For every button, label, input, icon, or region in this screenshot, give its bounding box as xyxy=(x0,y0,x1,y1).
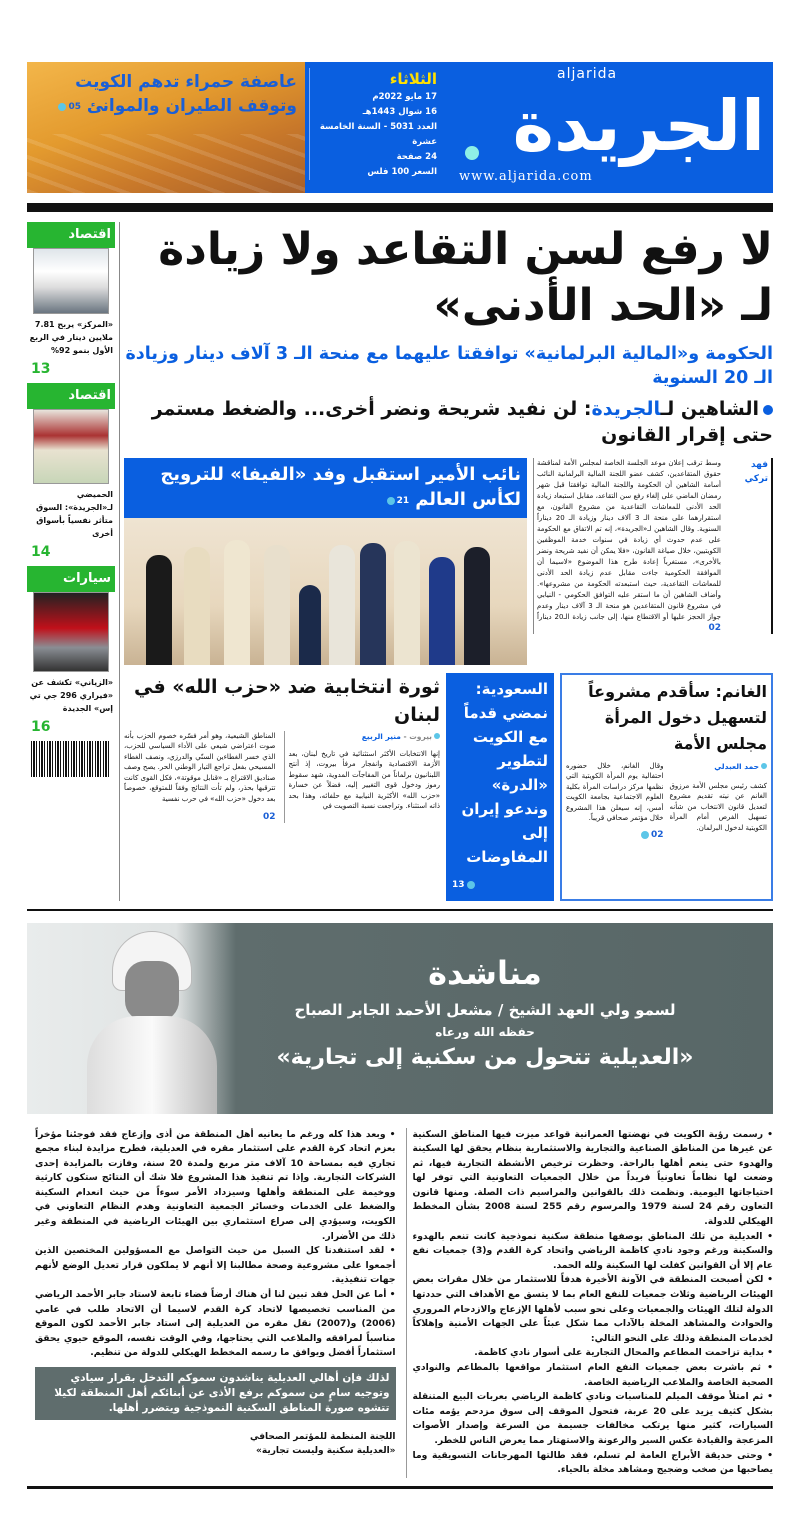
logo-english: aljarida xyxy=(557,66,618,82)
sidebar-text: الحميضي لـ«الجريدة»: السوق متأثر نفسياً بأسواق أخرى xyxy=(36,490,113,538)
subheadline: الحكومة و«المالية البرلمانية» توافقتا عليهما مع منحة الـ 3 آلاف دينار وزيادة الـ 20 السنوية xyxy=(125,344,773,388)
story-title: ثورة انتخابية ضد «حزب الله» في لبنان xyxy=(134,675,440,726)
column-divider xyxy=(119,222,120,901)
teaser-line-1: عاصفة حمراء تدهم الكويت xyxy=(75,72,297,92)
paragraph: • بداية تزاحمت المطاعم والمحال التجارية على أسوار نادي كاظمة. xyxy=(474,1347,773,1359)
paragraph: • وبعد هذا كله ورغم ما يعانيه أهل المنطقة من أذى وإزعاج فقد فوجئنا مؤخراً بعزم اتحاد كرة القدم على استثمار مقره في العديلية، فطرح مزايدة لبناء مجمع تجاري فيه بمساحة 10 آلاف متر مربع ولمدة 20 سنة، وفازت بالمزايدة إحدى الشركات التجارية. وإذا تم تنفيذ هذا المشروع فلا شك أن النتائج ستكون كارثية ووخيمة على المنطقة وأهلها وسيزداد الأمر سوءاً من حيث انعدام السكينة والضغط على الخدمات وخسائر الجمعية التعاونية وهدم النظام التعاوني في الكويت، وسيؤدي إلى صراع استثماري بين الهيئات الرياضية في المنطقة وغير ذلك من الأضرار. xyxy=(35,1128,396,1242)
column-divider xyxy=(406,1128,407,1478)
appeal-column-right xyxy=(413,1128,774,1478)
story-row xyxy=(124,458,773,665)
main-column xyxy=(124,222,773,901)
dot-icon xyxy=(761,763,767,769)
story-title: الغانم: سأقدم مشروعاً لتسهيل دخول المرأة مجلس الأمة xyxy=(588,681,767,753)
plus-circle-icon xyxy=(58,103,66,111)
delegation-photo xyxy=(124,518,527,665)
page-ref: 13 xyxy=(452,873,548,897)
date-hijri: 16 شوال 1443هـ xyxy=(362,107,437,117)
price: السعر 100 فلس xyxy=(367,167,437,177)
crown-prince-portrait xyxy=(87,931,217,1114)
appeal-advertisement xyxy=(27,923,773,1114)
paragraph: • وحتى حديقة الأبراج العامة لم تسلم، فقد طالتها المهرجانات التسويقية وما يصاحبها من صخب وضجيج ومشاهد مخلة بالحياء. xyxy=(412,1449,773,1476)
divider xyxy=(27,1486,773,1489)
divider xyxy=(27,909,773,911)
date-gregorian: 17 مايو 2022م xyxy=(372,92,437,102)
byline: بيروت - منير الربيع xyxy=(289,731,441,743)
paragraph: • لكن أصبحت المنطقة في الآونة الأخيرة هدفاً للاستثمار من خلال مقرات بعض الهيئات الرياضية وثلاث جمعيات للنفع العام بما لا يتسق مع الأهداف التي حددتها الدولة لتلك الهيئات والجمعيات وعلى نحو سبب لأهلها الإزعاج والازدحام المروري والحوادث والمشاهد المخلة بالآداب مما شكل عبئاً على الجهات الأمنية وإهلاكاً لخدمات المنطقة وذلك على النحو التالي: xyxy=(412,1274,773,1344)
story-text: المناطق الشيعية، وهو أمر فسّره خصوم الحزب بأنه صوت اعتراضي شيعي على الأداء السياسي للحزب، الذي خسر الغطاءين السنّي والدرزي، ونصف الغطاء المسيحي بفعل تراجع التيار الوطني الحر. يصح وصف صناديق الاقتراع بـ «قنابل موقوتة»، فكل القوى كانت تترقبها بحذر، ولم تأت النتائج وفقاً للمتوقع، خصوصاً بعد دخول «حزب الله» في حرب نفسية xyxy=(124,731,276,803)
divider xyxy=(27,203,773,212)
section-header: سيارات xyxy=(27,566,115,592)
paragraph: • العديلية من تلك المناطق بوصفها منطقة سكنية نموذجية كانت تنعم بالهدوء والسكينة ورغم وجود نادي كاظمة الرياضي واتحاد كرة القدم و(3) جمعيات نفع عام إلا أن القوانين كفلت لها السكينة ولله الحمد. xyxy=(412,1230,773,1271)
brand-name: الجريدة xyxy=(591,398,661,420)
page-ref[interactable]: 02 xyxy=(708,623,721,633)
sidebar xyxy=(27,222,115,777)
paragraph: • أما عن الحل فقد تبين لنا أن هناك أرضاً فضاء تابعة لاستاد جابر الأحمد الرياضي من المناسب تخصيصها لاتحاد كرة القدم لاسيما أن الاتحاد طلب في عامي (2006) و(2007) نقل مقره من العديلية إلى استاد جابر الأحمد لكون الموقع مناسباً لمرافقه والملاعب التي يحتاجها، وفي الوقت نفسه، الموقع حيوي يحقق استثماراً أفضل ويوافق ما رسمه المخطط الهيكلي للدولة من تنظيم. xyxy=(35,1289,396,1359)
paragraph: • لقد استنفدنا كل السبل من حيث التواصل مع المسؤولين المختصين الذين أجمعوا على مشروعية وصحة مطالبنا إلا أنهم لا يملكون قرار تعديل الوضع لأنهم جهات تنفيذية. xyxy=(35,1245,396,1286)
paragraph: • ثم امتلأ موقف الميلم للمناسبات ونادي كاظمة الرياضي بعربات البيع المتنقلة بشكل كثيف يزيد على 20 عربة، فتحول الموقف إلى سوق مزدحم يؤمه مئات السيارات، كثير منها يرتكب مخالفات جسيمة من السرعة وإصدار الأصوات المزعجة والقيادة عكس السير والرعونة والاستهتار مما يعرض الناس للخطر. xyxy=(412,1391,773,1446)
barcode xyxy=(31,741,111,777)
quote-line: الشاهين لـالجريدة: لن نفيد شريحة ونضر أخرى... والضغط مستمر حتى إقرار القانون xyxy=(151,398,773,446)
ghanim-story[interactable] xyxy=(560,673,773,901)
lead-story xyxy=(533,458,773,634)
section-header: اقتصاد xyxy=(27,383,115,409)
sidebar-item[interactable] xyxy=(27,566,115,777)
issue-info xyxy=(309,68,437,180)
story-row xyxy=(124,673,773,901)
portrait-photo xyxy=(33,248,109,314)
section-header: اقتصاد xyxy=(27,222,115,248)
sidebar-item[interactable] xyxy=(27,222,115,377)
masthead-row xyxy=(27,62,773,193)
saudi-story[interactable] xyxy=(446,673,554,901)
appeal-blessing: حفظه الله ورعاه xyxy=(435,1024,535,1039)
appeal-addressee: لسمو ولي العهد الشيخ / مشعل الأحمد الجابر الصباح xyxy=(294,1000,676,1019)
page-count: 24 صفحة xyxy=(396,152,437,162)
teaser-dust-storm[interactable] xyxy=(27,62,305,193)
paragraph: • رسمت رؤية الكويت في نهضتها العمرانية قواعد ميزت فيها المناطق السكنية عن غيرها من المناطق الصناعية والتجارية والاستثمارية بنظام يحقق لها السكينة والهدوء حتى ينعم أهلها بالراحة. وحظرت ترخيص الأنشطة التجارية فيها، ثم وضعت لها نظاماً تعاونياً فريداً من خلال الجمعيات التعاونية التي توفر لها احتياجاتها اليومية. ونظمت ذلك بالقوانين والمراسيم ذات الصلة. ومنها قانون التعاون رقم 24 لسنة 1979 والمرسوم رقم 255 لسنة 2008 بشأن المخطط الهيكلي للدولة. xyxy=(412,1128,773,1228)
main-headline[interactable]: لا رفع لسن التقاعد ولا زيادة لـ «الحد الأدنى» xyxy=(158,224,773,331)
website-url[interactable]: www.aljarida.com xyxy=(459,169,593,184)
logo-dot-icon xyxy=(465,146,479,160)
appeal-title: مناشدة xyxy=(428,953,542,992)
page-number: 14 xyxy=(31,544,51,560)
story-text: كشف رئيس مجلس الأمة مرزوق الغانم عن نيته تقديم مشروع لتعديل قانون الانتخاب من شأنه تسهيل الفرص أمام المرأة الكويتية لدخول البرلمان. xyxy=(669,781,767,832)
sidebar-text: «الزياني» تكشف عن «فيراري 296 جي تي إس» الجديدة xyxy=(29,678,113,713)
byline: حمد العبدلي xyxy=(670,761,768,773)
paragraph: • ثم باشرت بعض جمعيات النفع العام استثمار مواقعها بالمطاعم والنوادي الصحية الخاصة والملاعب الرياضية الخاصة. xyxy=(412,1362,773,1388)
story-text: وقال الغانم، خلال حضوره احتفالية يوم المرأة الكويتية التي نظمها مركز دراسات المرأة بكلية العلوم الاجتماعية بجامعة الكويت أمس، إنه سيعلن هذا المشروع خلال مؤتمر صحافي قريباً. xyxy=(566,761,664,822)
page-ref: 02 xyxy=(641,830,664,840)
signature: اللجنة المنظمة للمؤتمر الصحافي «العديلية سكنية وليست تجارية» xyxy=(249,1432,396,1456)
byline: فهد تركي xyxy=(725,458,773,634)
front-page-main xyxy=(27,222,773,901)
story-title: السعودية: نمضي قدماً مع الكويت لتطوير «الدرة» وندعو إيران إلى المفاوضات xyxy=(461,679,548,866)
page-ref: 21 xyxy=(387,489,410,514)
meeting-photo xyxy=(33,409,109,484)
photo-story-title: نائب الأمير استقبل وفد «الفيفا» للترويج لكأس العالم xyxy=(160,464,521,510)
car-photo xyxy=(33,592,109,672)
masthead xyxy=(305,62,773,193)
sidebar-item[interactable] xyxy=(27,383,115,560)
sidebar-text: «المركز» يربح 7.81 ملايين دينار في الربع الأول بنمو 92% xyxy=(29,320,113,355)
page-ref: 02 xyxy=(262,812,276,822)
appeal-body xyxy=(27,1128,773,1478)
lead-article: وسط ترقب إعلان موعد الجلسة الخاصة لمجلس الأمة لمناقشة حقوق المتقاعدين، كشف عضو اللجنة المالية البرلمانية النائب أسامة الشاهين أن الحكومة واللجنة المالية توافقتا قبل شهر رمضان الماضي على إلغاء رفع سن التقاعد، مقابل استبعاد زيادة الحد الأدنى للمعاشات التقاعدية من مشروع القانون، مع استقرارهما على منحة الـ 3 آلاف دينار وزيادة الـ 20 ديناراً السنوية. وقال الشاهين لـ«الجريدة»، إنه تم الاتفاق مع الحكومة على عدم حدوث أي زيادة في سنوات خدمة الموظفين الكويتيين، خلال صياغة القانون، «فلا يمكن أن نفيد شريحة ونضر بالأخرى»، مستغرباً إعادة طرح هذا الموضوع «لاسيما أن الموافقة الحكومية جاءت مقابل عدم زيادة الحد الأدنى للمعاشات التقاعدية، حيث استبعدته الحكومة من مشروعها». وأضاف الشاهين أن ما استقر عليه التوافق الحكومي - النيابي في مشروع قانون المتقاعدين هو منحة الـ 3 آلاف دينار وعدم جواز الحجز عليها أو الاقتطاع منها، إلى جانب زيادة الـ20 ديناراً 02 xyxy=(533,458,721,634)
story-text: إنها الانتخابات الأكثر استثنائية في تاريخ لبنان، بعد الأزمة الاقتصادية وانفجار مرفأ بيروت، إذ أنتج اللبنانيون برلماناً من المفاجآت المدوية، شهد سقوط رموز ودخول قوى التغيير إليه، فضلاً عن خسارة «حزب الله» الأكثرية النيابية مع حلفائه، وهذا بحد ذاته استثناء. وتراجعت نسبة التصويت في xyxy=(288,749,440,810)
plus-circle-icon xyxy=(387,497,395,505)
issue-number: العدد 5031 - السنة الخامسة عشرة xyxy=(319,122,437,147)
page-ref: 05 xyxy=(58,95,81,119)
plus-circle-icon xyxy=(467,881,475,889)
logo-arabic: الجريدة xyxy=(512,85,765,167)
bullet-icon xyxy=(763,405,773,415)
appeal-callout: لذلك فإن أهالي العديلية يناشدون سموكم التدخل بقرار سيادي وتوجيه سامٍ من سموكم برفع الأذى عن أبنائكم أهل المنطقة لكيلا تتشوه صورة المناطق السكنية النموذجية ويتضرر أهلها. xyxy=(35,1367,396,1420)
lebanon-story[interactable] xyxy=(124,673,440,901)
photo-story[interactable] xyxy=(124,458,527,665)
dust-storm-photo xyxy=(27,134,305,193)
dot-icon xyxy=(434,733,440,739)
issue-day: الثلاثاء xyxy=(389,70,437,88)
appeal-slogan: «العديلية تتحول من سكنية إلى تجارية» xyxy=(276,1044,694,1070)
page-number: 13 xyxy=(31,361,51,377)
teaser-line-2: وتوقف الطيران والموانئ xyxy=(86,96,297,116)
plus-circle-icon xyxy=(641,831,649,839)
logo[interactable] xyxy=(445,66,765,188)
page-number: 16 xyxy=(31,719,51,735)
appeal-column-left xyxy=(27,1128,400,1459)
